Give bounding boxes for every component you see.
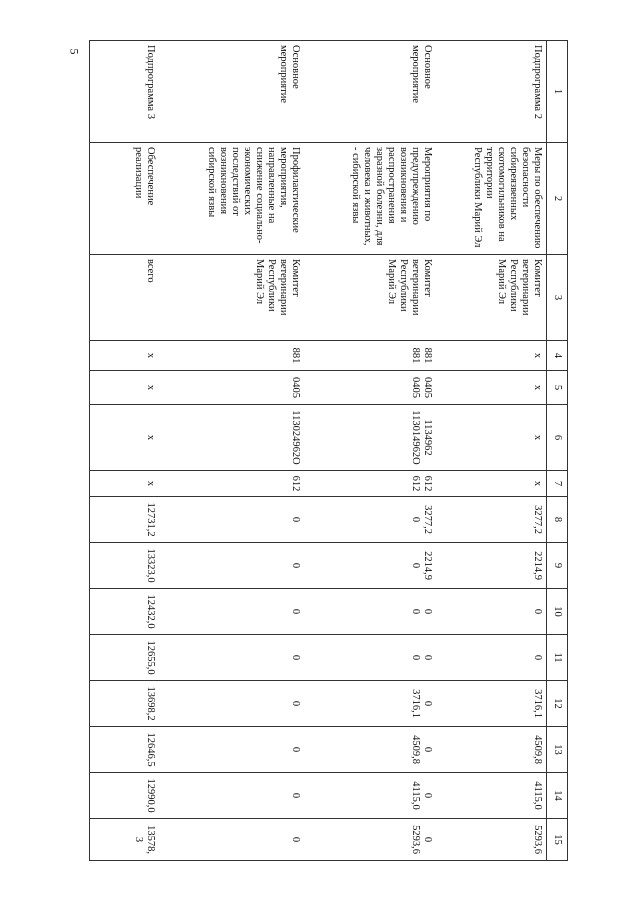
cell-value: [305, 543, 437, 589]
cell-grbs: х: [90, 341, 160, 371]
cell-target-article: 113024962О: [160, 405, 305, 471]
cell-target-article: х: [90, 405, 160, 471]
cell-value: 5293,6: [437, 819, 547, 861]
cell-section: [305, 371, 437, 405]
cell-value: 4115,0: [437, 773, 547, 819]
row-title: Подпрограмма 2: [437, 41, 547, 143]
cell-expense-type: х: [437, 471, 547, 497]
row-title: Основное мероприятие: [160, 41, 305, 143]
row-description: Меры по обеспечению безопасности сибиреязвенных скотомогильников на территории Республики Марий Эл: [437, 143, 547, 255]
cell-value: 0: [437, 589, 547, 635]
cell-grbs: [305, 341, 437, 371]
cell-line: 0: [422, 836, 434, 843]
cell-line: 0: [422, 792, 434, 799]
cell-line: 2214,9: [422, 551, 434, 580]
row-description: Обеспечение реализации: [90, 143, 160, 255]
page-number: 5: [67, 48, 82, 55]
cell-value: 12731,2: [90, 497, 160, 543]
cell-value: [305, 819, 437, 861]
cell-value: 2214,9: [437, 543, 547, 589]
column-number: 3: [547, 255, 568, 341]
cell-value: 0: [160, 589, 305, 635]
cell-section: х: [437, 371, 547, 405]
cell-value: 13698,2: [90, 681, 160, 727]
budget-table: [89, 40, 568, 861]
row-executor: Комитет ветеринарии Республики Марий Эл: [305, 255, 437, 341]
cell-value: 0: [160, 727, 305, 773]
cell-expense-type: х: [90, 471, 160, 497]
cell-line: 113014962О: [410, 410, 422, 465]
cell-value: 0: [160, 819, 305, 861]
column-number: 14: [547, 773, 568, 819]
cell-value: 0: [160, 773, 305, 819]
cell-value: 12432,0: [90, 589, 160, 635]
cell-grbs: 881: [160, 341, 305, 371]
column-number: 2: [547, 143, 568, 255]
cell-value: [305, 497, 437, 543]
cell-expense-type: [305, 471, 437, 497]
cell-value: 13578,3: [90, 819, 160, 861]
cell-line: 0: [422, 746, 434, 753]
cell-line: 3716,1: [410, 689, 422, 718]
cell-section: х: [90, 371, 160, 405]
row-executor: всего: [90, 255, 160, 341]
column-number: 10: [547, 589, 568, 635]
column-number: 13: [547, 727, 568, 773]
table-row-main-activity-2: [160, 41, 305, 861]
cell-line: 0: [410, 516, 422, 523]
cell-value: 12990,0: [90, 773, 160, 819]
cell-value: 0: [160, 543, 305, 589]
table-row-main-activity-1: [305, 41, 437, 861]
column-number: 6: [547, 405, 568, 471]
row-title: Основное мероприятие: [305, 41, 437, 143]
cell-line: 1134962: [422, 419, 434, 456]
cell-line: 0405: [422, 377, 434, 398]
column-number: 7: [547, 471, 568, 497]
cell-line: 5293,6: [410, 825, 422, 854]
cell-value: 12655,0: [90, 635, 160, 681]
cell-value: 4509,8: [437, 727, 547, 773]
column-number: 12: [547, 681, 568, 727]
cell-value: 0: [160, 681, 305, 727]
cell-line: 612: [410, 475, 422, 492]
cell-line: 881: [422, 347, 434, 364]
column-number: 11: [547, 635, 568, 681]
column-number: 4: [547, 341, 568, 371]
cell-section: 0405: [160, 371, 305, 405]
cell-value: [305, 727, 437, 773]
cell-line: 0: [410, 562, 422, 569]
column-number: 5: [547, 371, 568, 405]
cell-grbs: х: [437, 341, 547, 371]
column-number: 1: [547, 41, 568, 143]
row-description: Профилактические мероприятия, направленные на снижение социально-экономических последствий от возникновения сибирской язвы: [160, 143, 305, 255]
column-number: 9: [547, 543, 568, 589]
column-number: 15: [547, 819, 568, 861]
cell-line: 3277,2: [422, 505, 434, 534]
cell-line: 881: [410, 347, 422, 364]
row-description: Мероприятия по предупреждению возникновения и распространения заразной болезни, для человека и животных, - сибирской язвы: [305, 143, 437, 255]
column-number: 8: [547, 497, 568, 543]
cell-line: 0405: [410, 377, 422, 398]
row-executor: Комитет ветеринарии Республики Марий Эл: [160, 255, 305, 341]
cell-line: 0: [410, 654, 422, 661]
row-title: Подпрограмма 3: [90, 41, 160, 143]
cell-line: 612: [422, 475, 434, 492]
cell-value: 12646,5: [90, 727, 160, 773]
cell-value: 0: [160, 497, 305, 543]
column-number-row: [547, 41, 568, 861]
cell-expense-type: 612: [160, 471, 305, 497]
table-row-subprogram-3: [90, 41, 160, 861]
row-executor: Комитет ветеринарии Республики Марий Эл: [437, 255, 547, 341]
cell-target-article: [305, 405, 437, 471]
cell-value: 3277,2: [437, 497, 547, 543]
cell-value: 13323,0: [90, 543, 160, 589]
cell-value: [305, 589, 437, 635]
cell-line: 0: [422, 654, 434, 661]
cell-value: [305, 635, 437, 681]
cell-line: 4115,0: [410, 781, 422, 810]
cell-value: [305, 681, 437, 727]
cell-line: 0: [422, 608, 434, 615]
cell-target-article: х: [437, 405, 547, 471]
cell-value: [305, 773, 437, 819]
cell-value: 0: [160, 635, 305, 681]
cell-value: 0: [437, 635, 547, 681]
cell-line: 0: [422, 700, 434, 707]
cell-line: 4509,8: [410, 735, 422, 764]
cell-line: 0: [410, 608, 422, 615]
table-row-subprogram-2: [437, 41, 547, 861]
rotated-table-wrapper: [38, 40, 568, 860]
cell-value: 3716,1: [437, 681, 547, 727]
